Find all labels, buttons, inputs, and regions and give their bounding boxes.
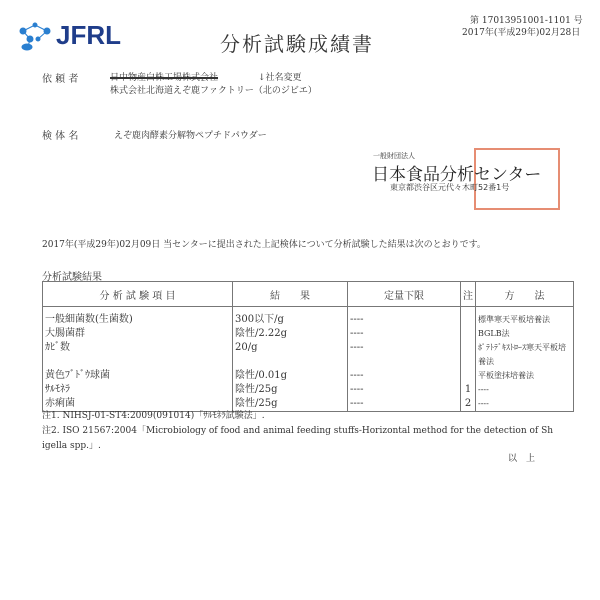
footnote-2: 注2. ISO 21567:2004「Microbiology of food and animal feeding stuffs-Horizontal method for the detection of Sh [42,426,554,436]
issuer-type: 一般財団法人 [373,152,415,160]
cell-method: ﾎﾟﾃﾄﾃﾞｷｽﾄﾛｰｽ寒天平板培養法 [476,341,574,369]
cell-limit: ---- [348,327,461,341]
cell-result: 300以下/g [233,307,348,328]
document-title: 分析試験成績書 [220,32,374,56]
cell-note [461,369,476,383]
cell-note: 1 [461,383,476,397]
cell-item: 赤痢菌 [43,397,233,412]
cell-item: 一般細菌数(生菌数) [43,307,233,328]
cell-item: 黄色ﾌﾞﾄﾞｳ球菌 [43,369,233,383]
results-table [42,281,574,412]
issuer-address: 東京都渋谷区元代々木町52番1号 [390,183,510,192]
cell-item: ｶﾋﾞ数 [43,341,233,369]
table-row [43,369,574,383]
sample-name: えぞ鹿肉酵素分解物ペプチドパウダー [114,131,267,141]
header-result: 結 果 [233,282,348,307]
cell-result: 陰性/0.01g [233,369,348,383]
cell-limit: ---- [348,397,461,412]
table-row [43,341,574,369]
cell-result: 陰性/25g [233,383,348,397]
table-row [43,327,574,341]
cell-note [461,307,476,328]
cell-note: 2 [461,397,476,412]
document-number: 第 17013951001-1101 号 [470,16,583,26]
cell-method: 標準寒天平板培養法 [476,307,574,328]
issuer-name: 日本食品分析センター [372,165,542,185]
header-limit: 定量下限 [348,282,461,307]
network-logo-icon [18,21,52,51]
cell-result: 20/g [233,341,348,369]
header-note: 注 [461,282,476,307]
client-new-name: 株式会社北海道えぞ鹿ファクトリー（北のジビエ） [110,86,317,96]
footnote-2-cont: igella spp.」. [42,441,101,451]
client-label: 依 頼 者 [42,74,79,85]
cell-method: ---- [476,397,574,412]
table-row [43,307,574,328]
logo-text: JFRL [56,20,121,50]
cell-result: 陰性/25g [233,397,348,412]
cell-result: 陰性/2.22g [233,327,348,341]
cell-note [461,341,476,369]
cell-limit: ---- [348,383,461,397]
issue-date: 2017年(平成29年)02月28日 [462,28,581,38]
cell-limit: ---- [348,307,461,328]
cell-item: ｻﾙﾓﾈﾗ [43,383,233,397]
section-title: 分析試験結果 [42,272,102,283]
table-row [43,383,574,397]
end-mark: 以 上 [508,454,536,464]
header-method: 方 法 [476,282,574,307]
cell-note [461,327,476,341]
footnote-1: 注1. NIHSJ-01-ST4:2009(091014)「ｻﾙﾓﾈﾗ試験法」. [42,411,265,421]
name-change-note: ↓社名変更 [258,73,302,83]
intro-text: 2017年(平成29年)02月09日 当センターに提出された上記検体について分析試験した結果は次のとおりです。 [42,240,486,250]
cell-limit: ---- [348,369,461,383]
cell-method: BGLB法 [476,327,574,341]
cell-method: 平板塗抹培養法 [476,369,574,383]
jfrl-logo [18,20,121,51]
cell-item: 大腸菌群 [43,327,233,341]
header-item: 分 析 試 験 項 目 [43,282,233,307]
client-old-name: 日中物産白株工場株式会社 [110,73,219,83]
cell-method: ---- [476,383,574,397]
cell-limit: ---- [348,341,461,369]
sample-label: 検 体 名 [42,131,79,142]
